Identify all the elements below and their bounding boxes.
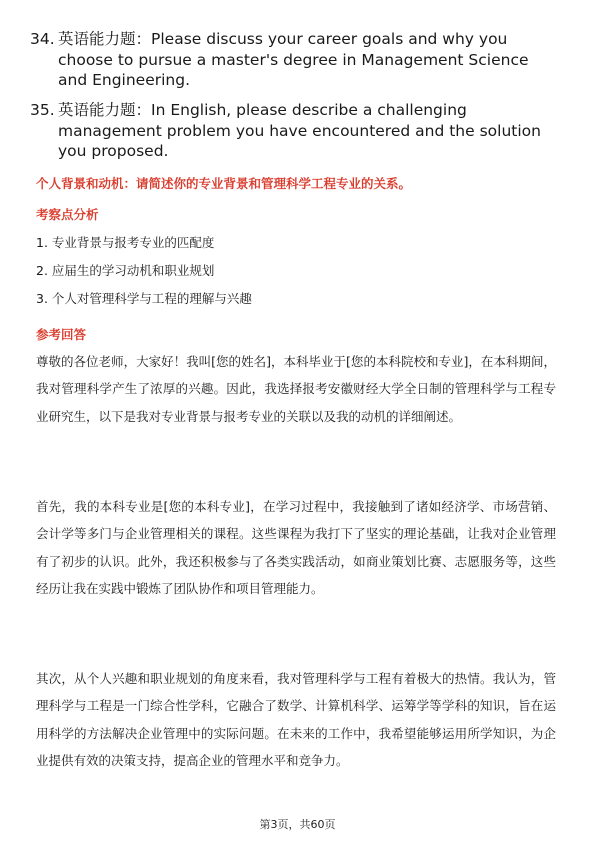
analysis-point: 2. 应届生的学习动机和职业规划: [36, 263, 215, 278]
answer-paragraph: 首先，我的本科专业是[您的本科专业]，在学习过程中，我接触到了诸如经济学、市场营销、会计学等多门与企业管理相关的课程。这些课程为我打下了坚实的理论基础，让我对企业管理有了初步的认识。此外，我还积极参与了各类实践活动，如商业策划比赛、志愿服务等，这些经历让我在实践中锻炼了团队协作和项目管理能力。: [36, 499, 556, 596]
question-text: 英语能力题：Please discuss your career goals and why you choose to pursue a master's degree in Management Science and Engineering.: [58, 30, 529, 89]
main-question-heading: 个人背景和动机：请简述你的专业背景和管理科学工程专业的关系。: [36, 176, 412, 191]
answer-paragraph: 尊敬的各位老师，大家好！我叫[您的姓名]，本科毕业于[您的本科院校和专业]，在本科期间，我对管理科学产生了浓厚的兴趣。因此，我选择报考安徽财经大学全日制的管理科学与工程专业研究生，以下是我对专业背景与报考专业的关联以及我的动机的详细阐述。: [36, 354, 556, 424]
answer-heading: 参考回答: [36, 327, 87, 342]
question-34: [30, 29, 550, 91]
analysis-heading: 考察点分析: [36, 207, 99, 222]
question-text: 英语能力题：In English, please describe a challenging management problem you have encountered and the solution you proposed.: [58, 101, 541, 160]
question-number: 34.: [30, 30, 55, 48]
page-footer: 第3页，共60页: [259, 818, 336, 831]
question-number: 35.: [30, 101, 55, 119]
analysis-point: 3. 个人对管理科学与工程的理解与兴趣: [36, 291, 252, 306]
analysis-point: 1. 专业背景与报考专业的匹配度: [36, 235, 215, 250]
answer-paragraph: 其次，从个人兴趣和职业规划的角度来看，我对管理科学与工程有着极大的热情。我认为，管理科学与工程是一门综合性学科，它融合了数学、计算机科学、运筹学等学科的知识，旨在运用科学的方法解决企业管理中的实际问题。在未来的工作中，我希望能够运用所学知识，为企业提供有效的决策支持，提高企业的管理水平和竞争力。: [36, 671, 556, 768]
question-35: [30, 100, 550, 162]
